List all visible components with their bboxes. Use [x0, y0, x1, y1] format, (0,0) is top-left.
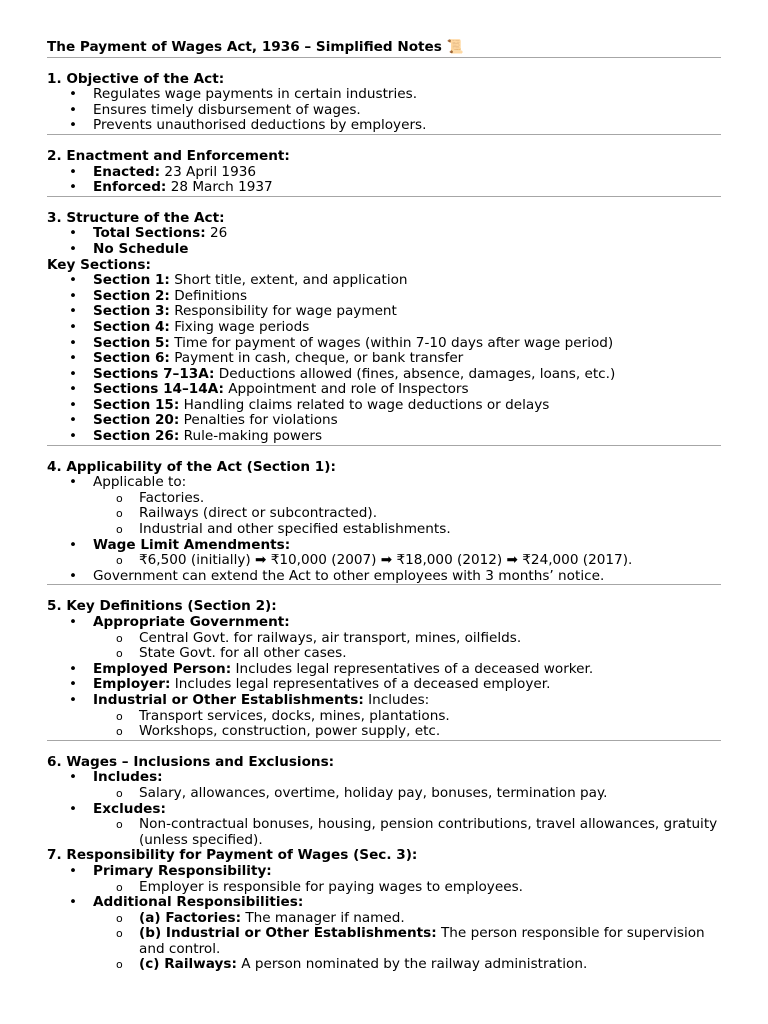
item-label: Section 26:: [93, 428, 180, 445]
item-label: Excludes:: [93, 800, 166, 817]
item-label: Section 4:: [93, 318, 170, 335]
list-item: • Government can extend the Act to other employees with 3 months’ notice.: [47, 569, 721, 585]
list-item: [47, 802, 721, 818]
item-label: Section 2:: [93, 287, 170, 304]
item-label: (b) Industrial or Other Establishments:: [139, 925, 437, 942]
item-text: Penalties for violations: [179, 412, 338, 429]
sub-list-item: o Industrial and other specified establishments.: [47, 522, 721, 538]
key-sections-heading: Key Sections:: [47, 256, 151, 273]
sub-list-item: o ₹6,500 (initially) ➡ ₹10,000 (2007) ➡ ₹18,000 (2012) ➡ ₹24,000 (2017).: [47, 553, 721, 569]
list-item: [47, 398, 721, 414]
sub-list-item: [47, 926, 721, 957]
list-item: [47, 304, 721, 320]
section-heading: 1. Objective of the Act:: [47, 70, 225, 87]
list-item: [47, 770, 721, 786]
divider: [47, 134, 721, 135]
list-item: [47, 538, 721, 554]
list-item: [47, 367, 721, 383]
item-label: Primary Responsibility:: [93, 862, 272, 879]
item-text: Deductions allowed (fines, absence, damages, loans, etc.): [214, 365, 616, 382]
bullet-list: [47, 864, 721, 973]
sub-list-item: o Non-contractual bonuses, housing, pension contributions, travel allowances, gratuity (unless specified).: [47, 817, 721, 848]
list-item: [47, 289, 721, 305]
divider: [47, 740, 721, 741]
item-text: 26: [205, 225, 228, 242]
bullet-list: [47, 770, 721, 848]
item-label: Additional Responsibilities:: [93, 894, 304, 911]
item-text: The person responsible for supervision and control.: [139, 925, 705, 957]
item-label: Wage Limit Amendments:: [93, 536, 291, 553]
item-text: The manager if named.: [241, 909, 405, 926]
item-label: Section 6:: [93, 350, 170, 367]
list-item: [47, 429, 721, 445]
item-label: Employer:: [93, 676, 171, 693]
item-text: 23 April 1936: [160, 163, 257, 180]
sub-list-item: o State Govt. for all other cases.: [47, 646, 721, 662]
item-label: Enforced:: [93, 179, 167, 196]
list-item: [47, 895, 721, 911]
list-item: [47, 864, 721, 880]
item-text: Rule-making powers: [179, 428, 323, 445]
item-text: Fixing wage periods: [169, 318, 310, 335]
sub-list-item: o Salary, allowances, overtime, holiday pay, bonuses, termination pay.: [47, 786, 721, 802]
item-text: Responsibility for wage payment: [169, 303, 397, 320]
list-item: [47, 615, 721, 631]
bullet-list: [47, 475, 721, 584]
item-label: (a) Factories:: [139, 909, 241, 926]
item-label: (c) Railways:: [139, 956, 237, 973]
list-item: • Prevents unauthorised deductions by employers.: [47, 118, 721, 134]
sub-list-item: [47, 957, 721, 973]
item-label: Sections 7–13A:: [93, 365, 215, 382]
divider: [47, 445, 721, 446]
section-heading: 5. Key Definitions (Section 2):: [47, 598, 277, 615]
list-item: [47, 336, 721, 352]
item-text: Appointment and role of Inspectors: [223, 381, 469, 398]
section-heading: 2. Enactment and Enforcement:: [47, 147, 290, 164]
list-item: [47, 242, 721, 258]
list-item: [47, 226, 721, 242]
document-title: The Payment of Wages Act, 1936 – Simplified Notes 📜: [47, 40, 721, 58]
bullet-list: [47, 165, 721, 196]
item-label: Includes:: [93, 769, 163, 786]
list-item: [47, 351, 721, 367]
document: [47, 40, 721, 973]
bullet-list: [47, 87, 721, 134]
list-item: [47, 693, 721, 709]
item-label: Employed Person:: [93, 660, 232, 677]
item-text: A person nominated by the railway administration.: [236, 956, 588, 973]
sub-list-item: o Workshops, construction, power supply, etc.: [47, 724, 721, 740]
item-label: Section 3:: [93, 303, 170, 320]
bullet-list: [47, 226, 721, 257]
item-label: Industrial or Other Establishments:: [93, 691, 364, 708]
divider: [47, 584, 721, 585]
section-heading: 3. Structure of the Act:: [47, 209, 225, 226]
list-item: • Regulates wage payments in certain industries.: [47, 87, 721, 103]
list-item: [47, 165, 721, 181]
item-label: Appropriate Government:: [93, 614, 290, 630]
list-item: [47, 180, 721, 196]
item-text: Short title, extent, and application: [169, 272, 408, 289]
section-heading: 7. Responsibility for Payment of Wages (Sec. 3):: [47, 847, 418, 864]
item-label: Section 15:: [93, 396, 180, 413]
sub-list-item: o Employer is responsible for paying wages to employees.: [47, 880, 721, 896]
item-label: Total Sections:: [93, 225, 206, 242]
section-heading: 6. Wages – Inclusions and Exclusions:: [47, 753, 335, 770]
sub-list-item: o Factories.: [47, 491, 721, 507]
section-heading: 4. Applicability of the Act (Section 1):: [47, 458, 336, 475]
item-label: Section 1:: [93, 272, 170, 289]
item-text: Definitions: [169, 287, 248, 304]
list-item: [47, 320, 721, 336]
item-text: 28 March 1937: [166, 179, 273, 196]
list-item: [47, 413, 721, 429]
list-item: [47, 382, 721, 398]
sub-list-item: o Railways (direct or subcontracted).: [47, 506, 721, 522]
list-item: [47, 677, 721, 693]
list-item: [47, 662, 721, 678]
bullet-list: [47, 615, 721, 740]
item-text: Payment in cash, cheque, or bank transfer: [169, 350, 464, 367]
item-text: Includes:: [363, 691, 430, 708]
sub-list-item: [47, 911, 721, 927]
item-label: Section 20:: [93, 412, 180, 429]
key-sections-list: [47, 273, 721, 445]
sub-list-item: o Transport services, docks, mines, plantations.: [47, 709, 721, 725]
list-item: • Applicable to:: [47, 475, 721, 491]
item-label: Section 5:: [93, 334, 170, 351]
item-label: Enacted:: [93, 163, 161, 180]
item-text: Handling claims related to wage deductions or delays: [179, 396, 550, 413]
item-text: Time for payment of wages (within 7-10 days after wage period): [169, 334, 614, 351]
sub-list-item: o Central Govt. for railways, air transport, mines, oilfields.: [47, 631, 721, 647]
item-label: Sections 14–14A:: [93, 381, 224, 398]
item-text: Includes legal representatives of a deceased employer.: [170, 676, 551, 693]
item-label: No Schedule: [93, 240, 189, 257]
list-item: • Ensures timely disbursement of wages.: [47, 103, 721, 119]
list-item: [47, 273, 721, 289]
divider: [47, 196, 721, 197]
item-text: Includes legal representatives of a deceased worker.: [231, 660, 594, 677]
